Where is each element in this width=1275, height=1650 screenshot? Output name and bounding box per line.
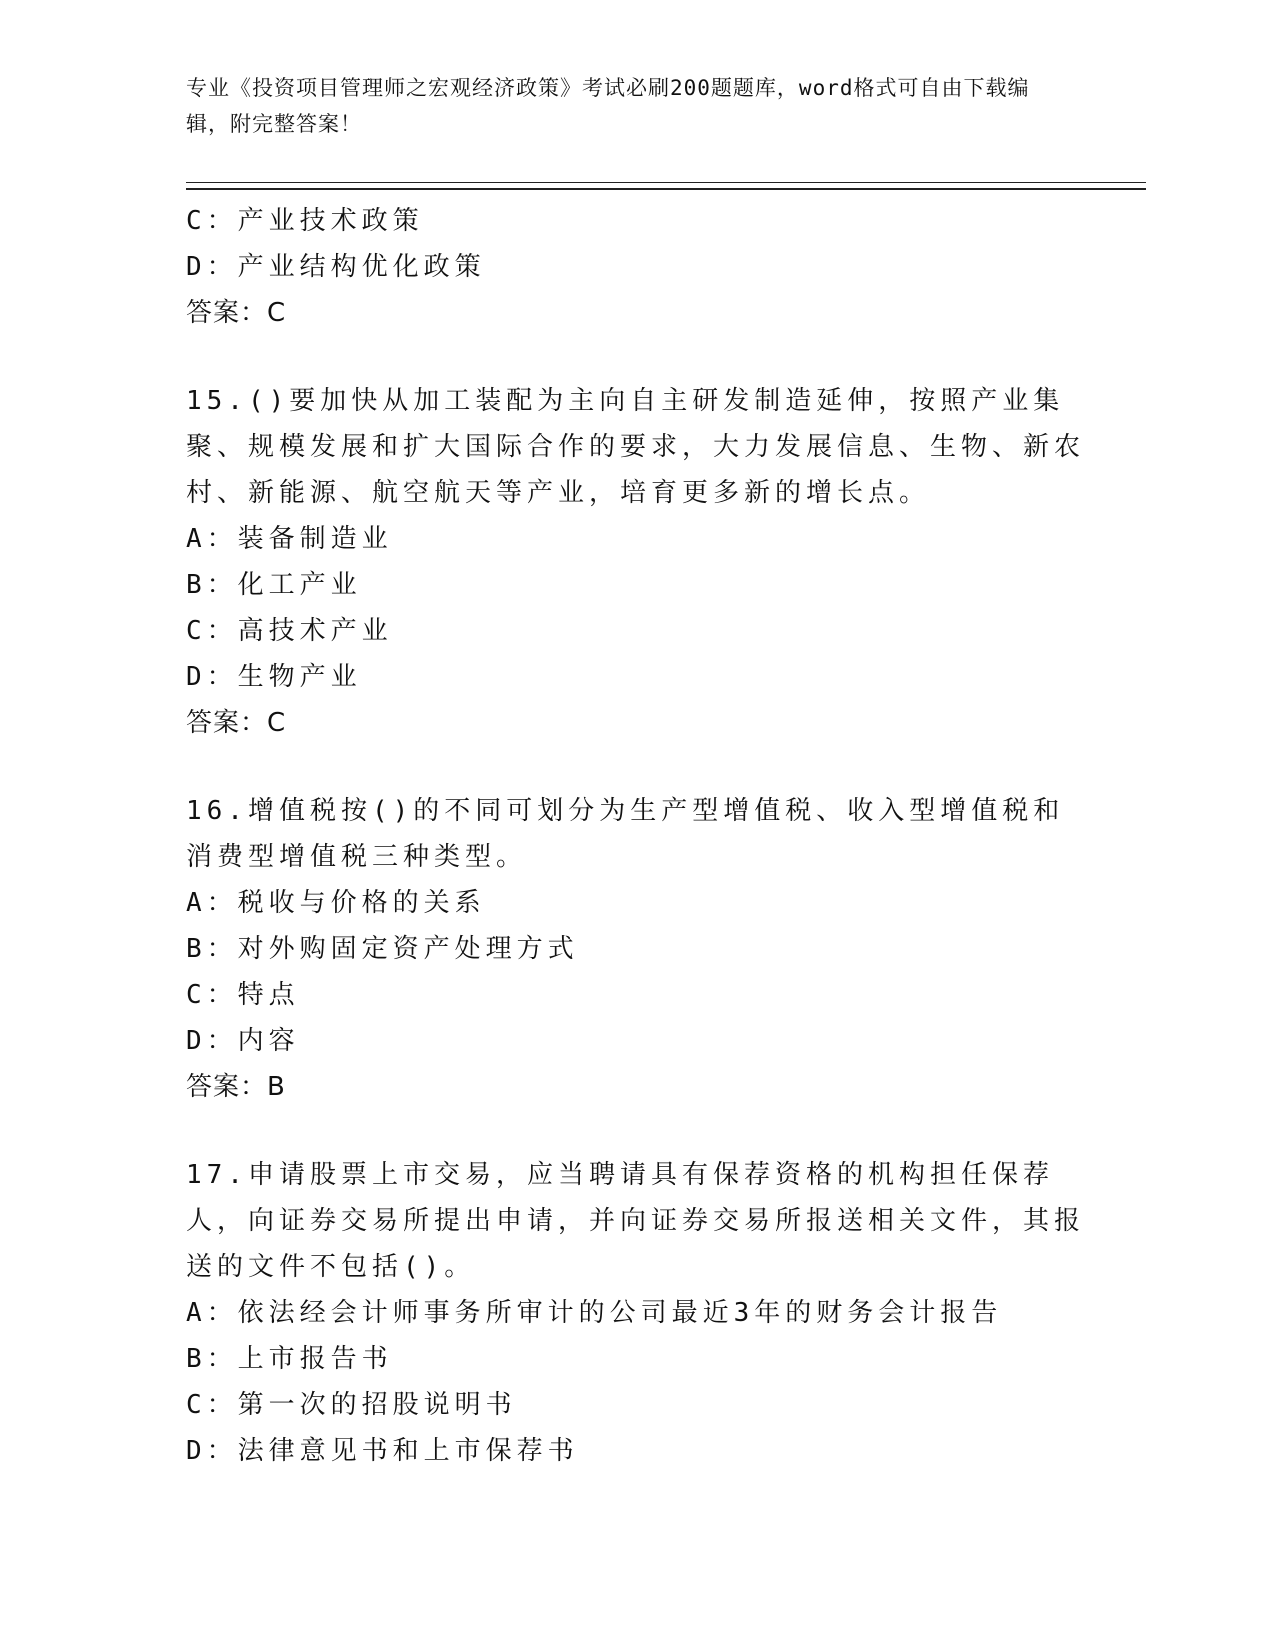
document-page bbox=[186, 70, 1146, 1474]
option-b bbox=[186, 926, 1146, 972]
option-label: A： bbox=[186, 888, 238, 918]
option-text: 特点 bbox=[237, 980, 300, 1010]
option-text: 生物产业 bbox=[237, 662, 362, 692]
option-d bbox=[186, 244, 1146, 290]
option-text: 装备制造业 bbox=[237, 524, 393, 554]
option-text: 第一次的招股说明书 bbox=[237, 1390, 517, 1420]
option-label: D： bbox=[186, 1026, 238, 1056]
option-text: 内容 bbox=[237, 1026, 300, 1056]
option-d bbox=[186, 1428, 1146, 1474]
question-16 bbox=[186, 788, 1146, 1110]
document-header: 专业《投资项目管理师之宏观经济政策》考试必刷200题题库，word格式可自由下载编辑，附完整答案！ bbox=[186, 76, 1030, 136]
option-label: D： bbox=[186, 662, 238, 692]
question-17 bbox=[186, 1152, 1146, 1474]
option-text: 高技术产业 bbox=[237, 616, 393, 646]
option-text: 法律意见书和上市保荐书 bbox=[237, 1436, 579, 1466]
question-15 bbox=[186, 378, 1146, 746]
option-text: 产业结构优化政策 bbox=[237, 252, 486, 282]
question-text: 15.()要加快从加工装配为主向自主研发制造延伸，按照产业集聚、规模发展和扩大国际合作的要求，大力发展信息、生物、新农村、新能源、航空航天等产业，培育更多新的增长点。 bbox=[186, 386, 1086, 508]
question-text: 16.增值税按()的不同可划分为生产型增值税、收入型增值税和消费型增值税三种类型。 bbox=[186, 796, 1065, 872]
question-text: 17.申请股票上市交易，应当聘请具有保荐资格的机构担任保荐人，向证券交易所提出申请，并向证券交易所报送相关文件，其报送的文件不包括()。 bbox=[186, 1160, 1086, 1282]
option-text: 对外购固定资产处理方式 bbox=[237, 934, 579, 964]
option-label: A： bbox=[186, 524, 238, 554]
option-label: C： bbox=[186, 1390, 238, 1420]
option-a bbox=[186, 880, 1146, 926]
option-a bbox=[186, 516, 1146, 562]
header-divider bbox=[186, 182, 1146, 190]
option-label: B： bbox=[186, 1344, 238, 1374]
option-c bbox=[186, 1382, 1146, 1428]
option-d bbox=[186, 654, 1146, 700]
option-label: C： bbox=[186, 206, 238, 236]
option-label: C： bbox=[186, 980, 238, 1010]
option-text: 化工产业 bbox=[237, 570, 362, 600]
answer-line: 答案：B bbox=[186, 1072, 286, 1102]
option-a bbox=[186, 1290, 1146, 1336]
option-text: 依法经会计师事务所审计的公司最近3年的财务会计报告 bbox=[237, 1298, 1003, 1328]
option-b bbox=[186, 1336, 1146, 1382]
option-d bbox=[186, 1018, 1146, 1064]
option-c bbox=[186, 972, 1146, 1018]
option-b bbox=[186, 562, 1146, 608]
answer-line: 答案：C bbox=[186, 708, 287, 738]
answer-line: 答案：C bbox=[186, 298, 287, 328]
option-text: 产业技术政策 bbox=[237, 206, 424, 236]
option-text: 税收与价格的关系 bbox=[237, 888, 486, 918]
option-label: C： bbox=[186, 616, 238, 646]
option-label: D： bbox=[186, 1436, 238, 1466]
document-body bbox=[186, 198, 1146, 1474]
option-label: B： bbox=[186, 570, 238, 600]
option-text: 上市报告书 bbox=[237, 1344, 393, 1374]
option-c bbox=[186, 198, 1146, 244]
option-c bbox=[186, 608, 1146, 654]
partial-question bbox=[186, 198, 1146, 336]
option-label: A： bbox=[186, 1298, 238, 1328]
option-label: D： bbox=[186, 252, 238, 282]
option-label: B： bbox=[186, 934, 238, 964]
